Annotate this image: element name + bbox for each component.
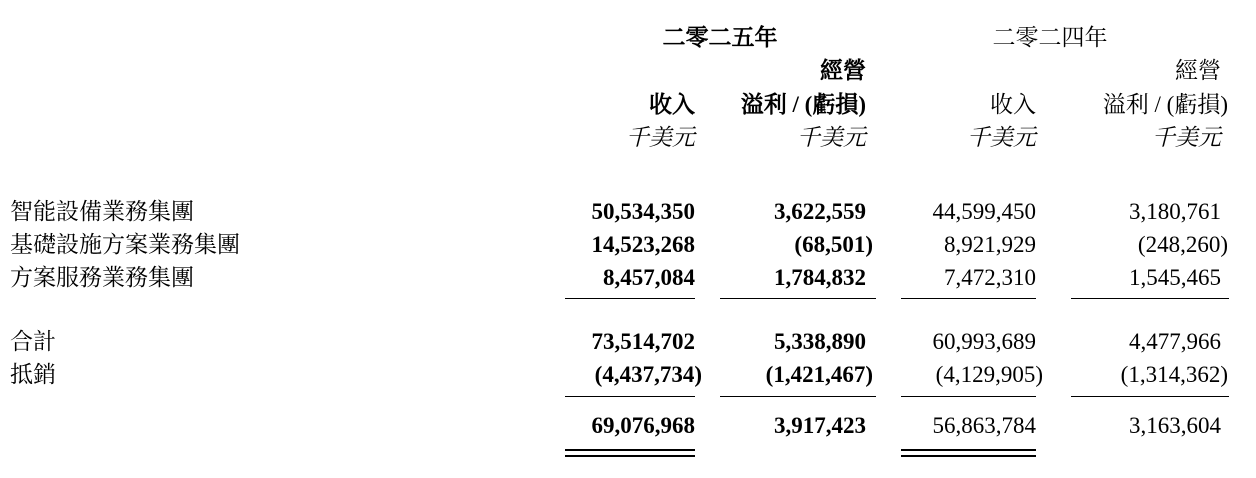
revenue-header-2024: 收入 <box>990 92 1036 117</box>
row-rev-2025: 50,534,350 <box>591 199 695 224</box>
row-op-2024: 1,545,465 <box>1129 265 1221 290</box>
unit-label-op-2025: 千美元 <box>797 125 866 150</box>
total-rev-2024: 56,863,784 <box>932 413 1036 438</box>
unit-label-rev-2024: 千美元 <box>967 125 1036 150</box>
elimination-rev-2025: (4,437,734) <box>594 362 702 387</box>
unit-label-rev-2025: 千美元 <box>626 125 695 150</box>
subtotal-rule-op-2025 <box>720 298 876 299</box>
row-rev-2024: 44,599,450 <box>932 199 1036 224</box>
total-double-rule-rev-2025 <box>565 449 695 457</box>
row-label: 基礎設施方案業務集團 <box>10 232 240 257</box>
unit-label-op-2024: 千美元 <box>1152 125 1221 150</box>
row-label: 智能設備業務集團 <box>10 199 194 224</box>
elimination-op-2025: (1,421,467) <box>765 362 873 387</box>
elimination-rev-2024: (4,129,905) <box>935 362 1043 387</box>
elimination-op-2024: (1,314,362) <box>1120 362 1228 387</box>
total-op-2024: 3,163,604 <box>1129 413 1221 438</box>
op-profit-header-line1-2025: 經營 <box>820 58 866 83</box>
op-profit-header-line2-2025: 溢利 / (虧損) <box>740 92 866 117</box>
row-op-2024: (248,260) <box>1137 232 1228 257</box>
total-rule-op-2025 <box>720 396 876 397</box>
subtotal-op-2024: 4,477,966 <box>1129 329 1221 354</box>
subtotal-rev-2024: 60,993,689 <box>932 329 1036 354</box>
total-rev-2025: 69,076,968 <box>591 413 695 438</box>
subtotal-rev-2025: 73,514,702 <box>591 329 695 354</box>
row-rev-2024: 8,921,929 <box>944 232 1036 257</box>
subtotal-rule-rev-2025 <box>565 298 695 299</box>
elimination-label: 抵銷 <box>10 362 56 387</box>
row-rev-2024: 7,472,310 <box>944 265 1036 290</box>
revenue-header-2025: 收入 <box>649 92 695 117</box>
subtotal-rule-rev-2024 <box>901 298 1036 299</box>
row-rev-2025: 14,523,268 <box>591 232 695 257</box>
subtotal-label: 合計 <box>10 329 56 354</box>
subtotal-op-2025: 5,338,890 <box>774 329 866 354</box>
row-op-2024: 3,180,761 <box>1129 199 1221 224</box>
op-profit-header-line2-2024: 溢利 / (虧損) <box>1102 92 1228 117</box>
year-2024-header: 二零二四年 <box>992 25 1108 50</box>
total-rule-rev-2025 <box>565 396 695 397</box>
total-rule-rev-2024 <box>901 396 1036 397</box>
subtotal-rule-op-2024 <box>1071 298 1229 299</box>
row-op-2025: 1,784,832 <box>774 265 866 290</box>
total-double-rule-rev-2024 <box>901 449 1036 457</box>
row-op-2025: 3,622,559 <box>774 199 866 224</box>
row-op-2025: (68,501) <box>794 232 873 257</box>
total-op-2025: 3,917,423 <box>774 413 866 438</box>
total-rule-op-2024 <box>1071 396 1229 397</box>
op-profit-header-line1-2024: 經營 <box>1175 58 1221 83</box>
year-2025-header: 二零二五年 <box>662 25 778 50</box>
row-rev-2025: 8,457,084 <box>603 265 695 290</box>
row-label: 方案服務業務集團 <box>10 265 194 290</box>
